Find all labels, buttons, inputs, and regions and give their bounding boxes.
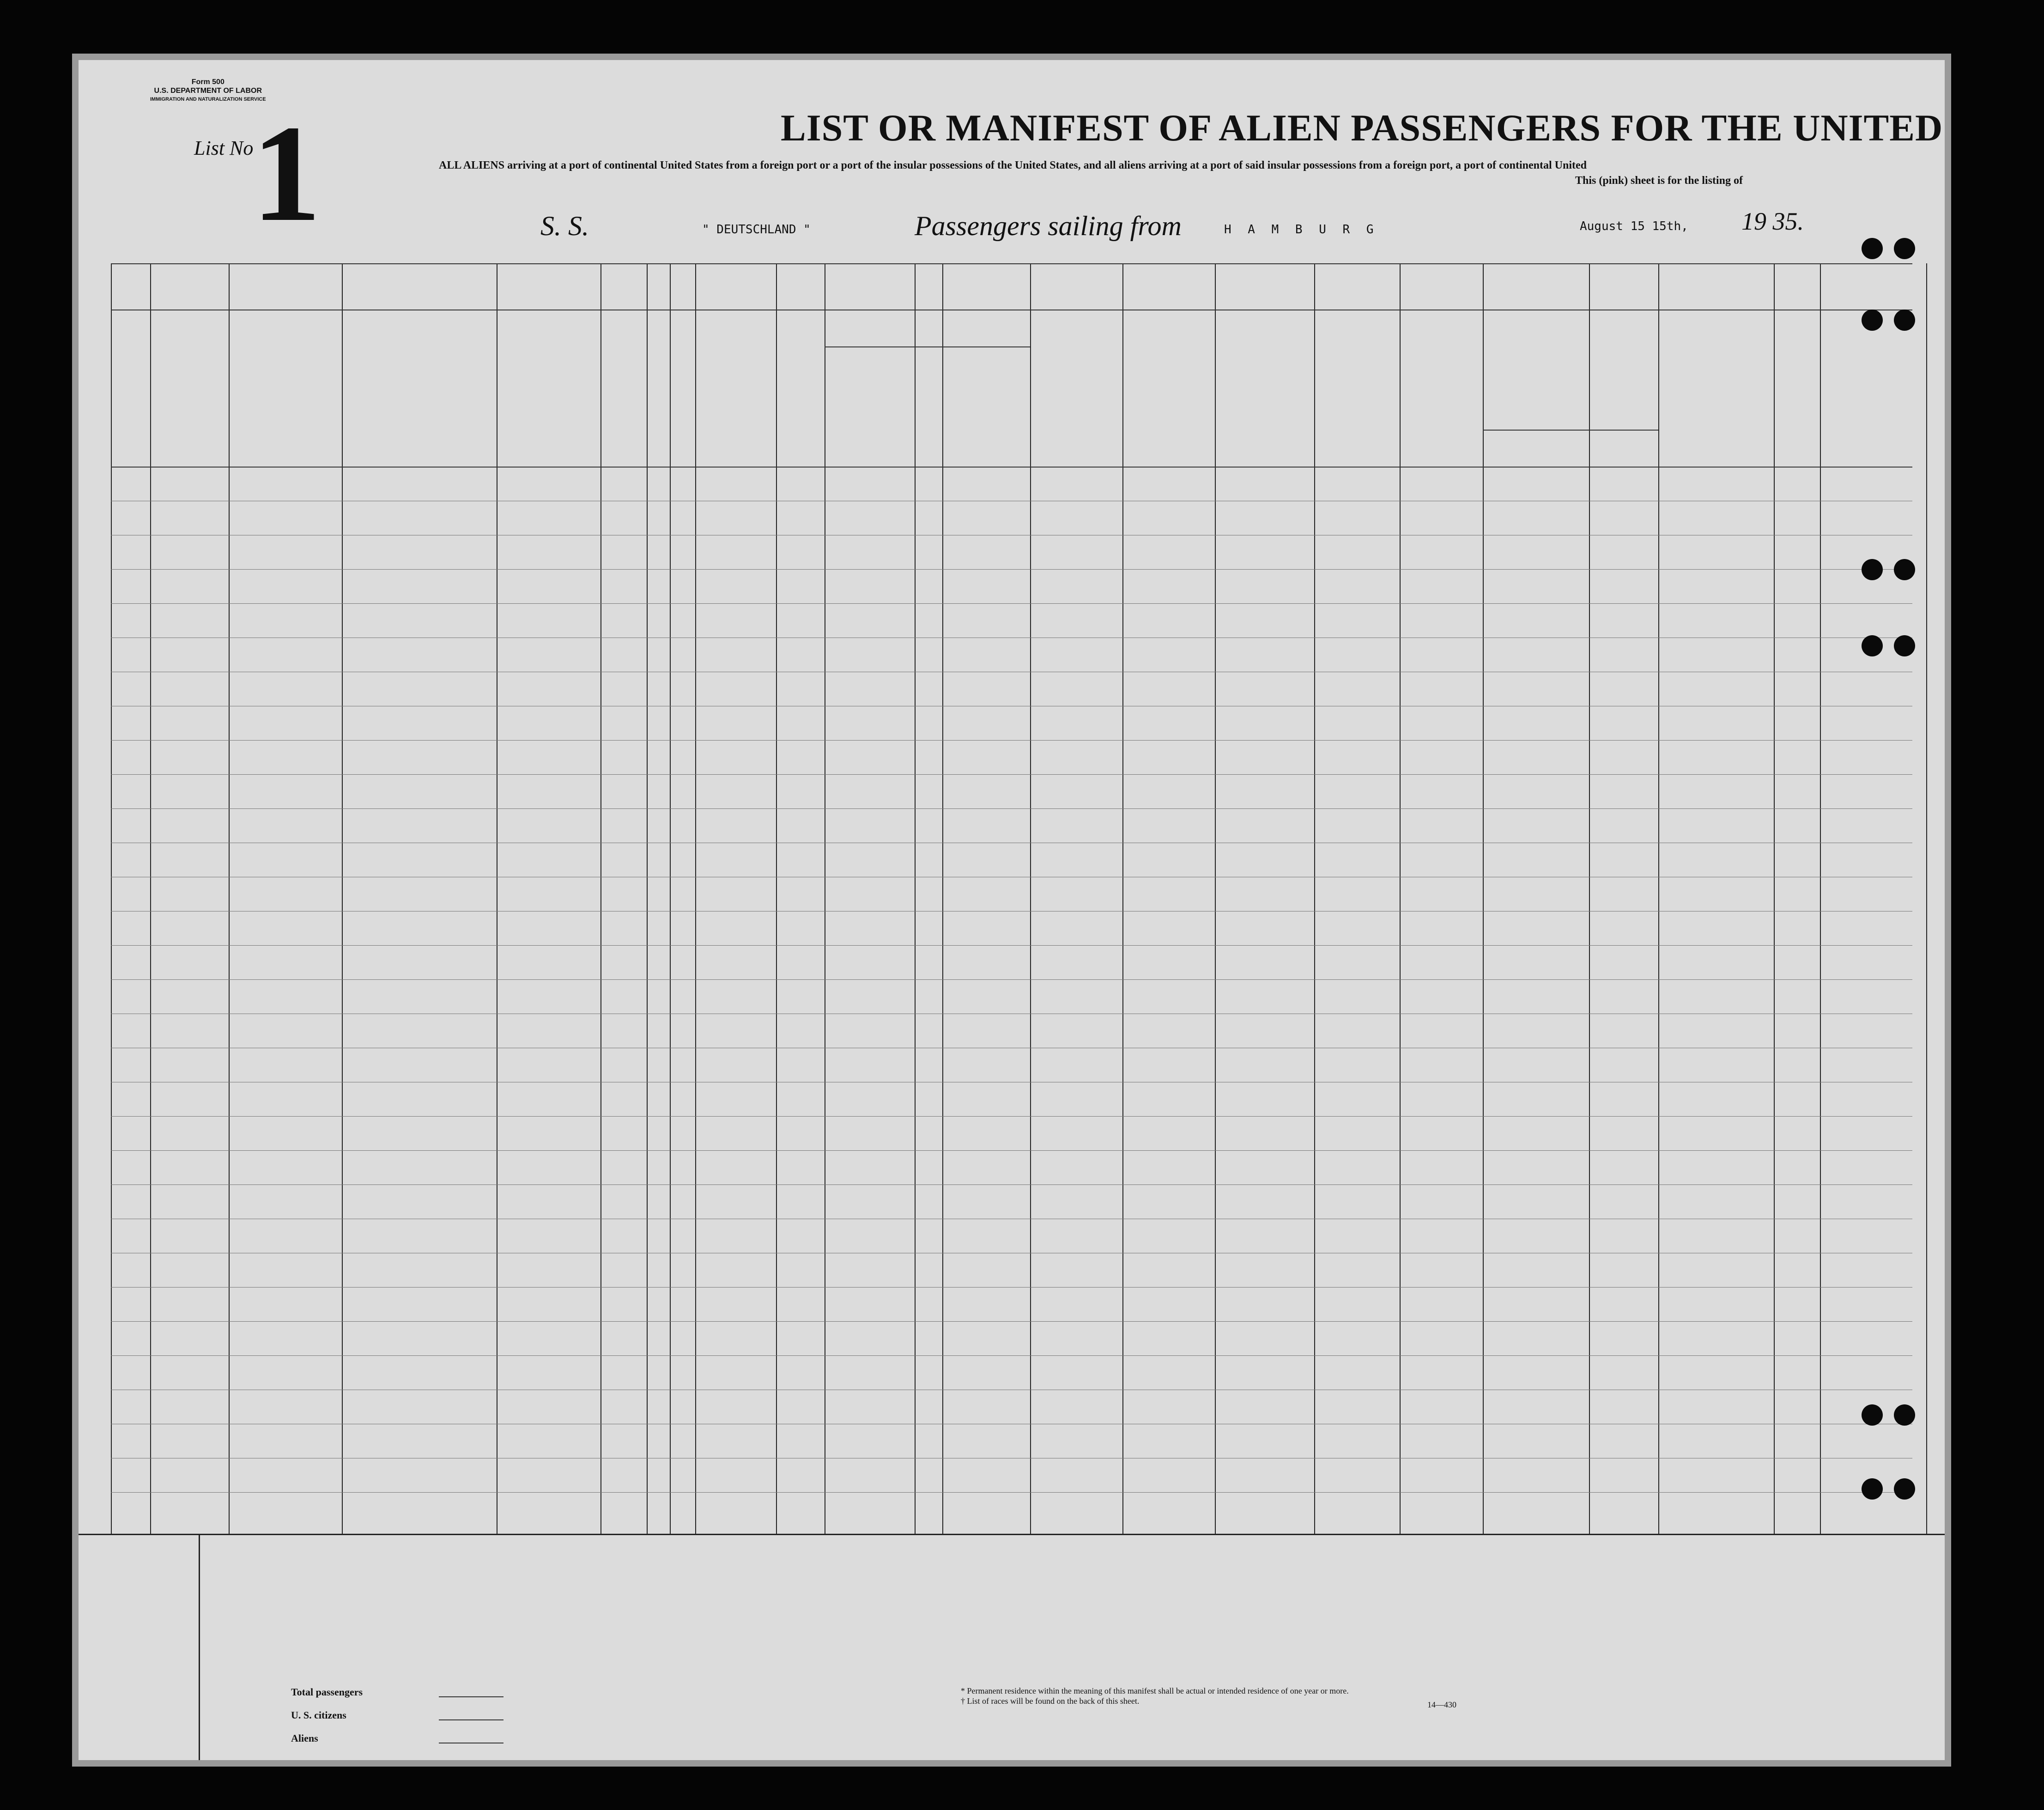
punch-hole — [1862, 635, 1883, 656]
column-rule — [1030, 263, 1031, 1534]
row-rule — [111, 1184, 1912, 1185]
row-rule — [111, 1492, 1912, 1493]
column-rule — [1400, 263, 1401, 1534]
column-rule — [776, 263, 777, 1534]
ship-name: " DEUTSCHLAND " — [702, 223, 811, 237]
total-passengers-label: Total passengers — [291, 1686, 363, 1698]
departure-port: H A M B U R G — [1224, 223, 1378, 237]
column-rule — [1589, 263, 1590, 1534]
column-rule — [1774, 263, 1775, 1534]
punch-hole — [1894, 310, 1915, 331]
column-rule — [1215, 263, 1216, 1534]
manifest-subtitle-2: This (pink) sheet is for the listing of — [1575, 175, 1743, 187]
punch-hole — [1862, 1478, 1883, 1500]
column-rule — [1122, 263, 1123, 1534]
row-rule — [111, 774, 1912, 775]
footnote-residence: * Permanent residence within the meaning of this manifest shall be actual or intended residence of one year or more. — [961, 1686, 1349, 1695]
service-name: IMMIGRATION AND NATURALIZATION SERVICE — [150, 97, 266, 102]
column-rule — [150, 263, 151, 1534]
manifest-subtitle: ALL ALIENS arriving at a port of continental United States from a foreign port or a port of the insular possessions of the United States, and all aliens arriving at a port of said insular possessions from a foreign port, a port of continental United — [439, 159, 1587, 171]
column-rule — [695, 263, 696, 1534]
column-rule — [1820, 263, 1821, 1534]
row-rule — [111, 569, 1912, 570]
column-rule — [1314, 263, 1315, 1534]
row-rule — [111, 979, 1912, 980]
column-rule — [647, 263, 648, 1534]
header-rule — [111, 467, 1912, 468]
punch-hole — [1894, 559, 1915, 580]
row-rule — [111, 740, 1912, 741]
manifest-sheet — [79, 60, 1945, 1760]
punch-hole — [1894, 1404, 1915, 1426]
department-name: U.S. DEPARTMENT OF LABOR — [154, 87, 262, 95]
column-rule — [1658, 263, 1659, 1534]
row-rule — [111, 1287, 1912, 1288]
year: 19 35. — [1741, 207, 1804, 235]
row-rule — [111, 1116, 1912, 1117]
row-rule — [111, 603, 1912, 604]
punch-hole — [1862, 310, 1883, 331]
manifest-header — [79, 60, 1945, 254]
sailing-label: Passengers sailing from — [915, 211, 1182, 241]
row-rule — [111, 945, 1912, 946]
column-rule — [915, 263, 916, 1534]
column-rule — [1483, 263, 1484, 1534]
row-rule — [111, 1355, 1912, 1356]
punch-hole — [1894, 1478, 1915, 1500]
row-rule — [111, 1321, 1912, 1322]
column-rule — [600, 263, 601, 1534]
row-rule — [111, 808, 1912, 809]
column-rule — [229, 263, 230, 1534]
list-number: 1 — [252, 97, 321, 250]
header-subrule — [825, 346, 1030, 347]
aliens-label: Aliens — [291, 1732, 318, 1744]
header-subrule — [1483, 430, 1658, 431]
form-block — [150, 78, 266, 104]
row-rule — [111, 1150, 1912, 1151]
column-rule — [942, 263, 943, 1534]
ss-label: S. S. — [540, 211, 589, 241]
punch-hole — [1862, 238, 1883, 259]
header-rule — [111, 263, 1912, 264]
manifest-footer — [79, 1534, 1945, 1760]
column-rule — [111, 263, 112, 1534]
manifest-title: LIST OR MANIFEST OF ALIEN PASSENGERS FOR THE UNITED — [781, 107, 1943, 149]
column-rule — [342, 263, 343, 1534]
footer-code: 14—430 — [1427, 1700, 1456, 1709]
column-rule — [670, 263, 671, 1534]
punch-hole — [1894, 635, 1915, 656]
footnote-races: † List of races will be found on the back of this sheet. — [961, 1696, 1140, 1706]
us-citizens-label: U. S. citizens — [291, 1709, 346, 1721]
form-number: Form 500 — [191, 78, 224, 86]
date-typed: August 15 15th, — [1580, 219, 1688, 233]
punch-hole — [1894, 238, 1915, 259]
column-rule — [1926, 263, 1927, 1534]
manifest-table — [111, 263, 1912, 1534]
punch-hole — [1862, 1404, 1883, 1426]
punch-hole — [1862, 559, 1883, 580]
list-label: List No — [194, 137, 254, 159]
